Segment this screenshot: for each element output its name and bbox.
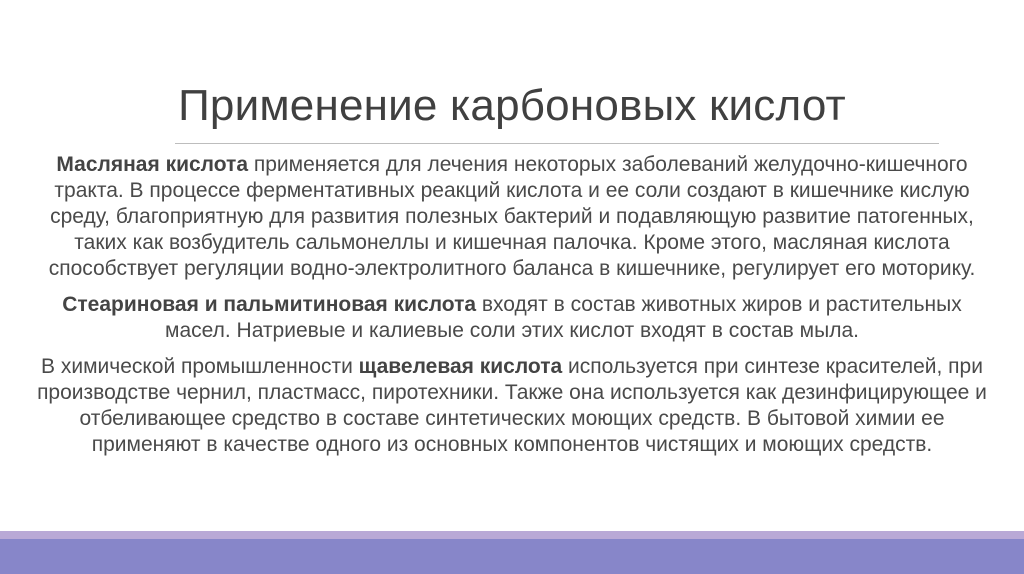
paragraph-butyric-acid (28, 152, 996, 282)
slide-body (28, 152, 996, 466)
paragraph-stearic-palmitic-acid (28, 292, 996, 344)
paragraph-text: используется при синтезе красителей, при производстве чернил, пластмасс, пиротехники. Также она используется как дезинфицирующее и отбеливающее средство в составе синтетических моющих средств. В бытовой химии ее применяют в качестве одного из основных компонентов чистящих и моющих средств. (37, 355, 987, 456)
slide-title: Применение карбоновых кислот (178, 81, 846, 130)
paragraph-text: входят в состав животных жиров и растительных масел. Натриевые и калиевые соли этих кислот входят в состав мыла. (165, 293, 962, 342)
footer-band (0, 539, 1024, 574)
paragraph-text: применяется для лечения некоторых заболеваний желудочно-кишечного тракта. В процессе ферментативных реакций кислота и ее соли создают в кишечнике кислую среду, благоприятную для развития полезных бактерий и подавляющую развитие патогенных, таких как возбудитель сальмонеллы и кишечная палочка. Кроме этого, масляная кислота способствует регуляции водно-электролитного баланса в кишечнике, регулирует его моторику. (48, 153, 976, 280)
title-divider (175, 143, 939, 144)
paragraph-oxalic-acid (28, 354, 996, 458)
paragraph-bold-term: щавелевая кислота (358, 355, 563, 378)
paragraph-lead-text: В химической промышленности (41, 355, 359, 378)
paragraph-bold-term: Стеариновая и пальмитиновая кислота (62, 293, 477, 316)
footer-accent-strip (0, 531, 1024, 539)
paragraph-bold-term: Масляная кислота (56, 153, 249, 176)
